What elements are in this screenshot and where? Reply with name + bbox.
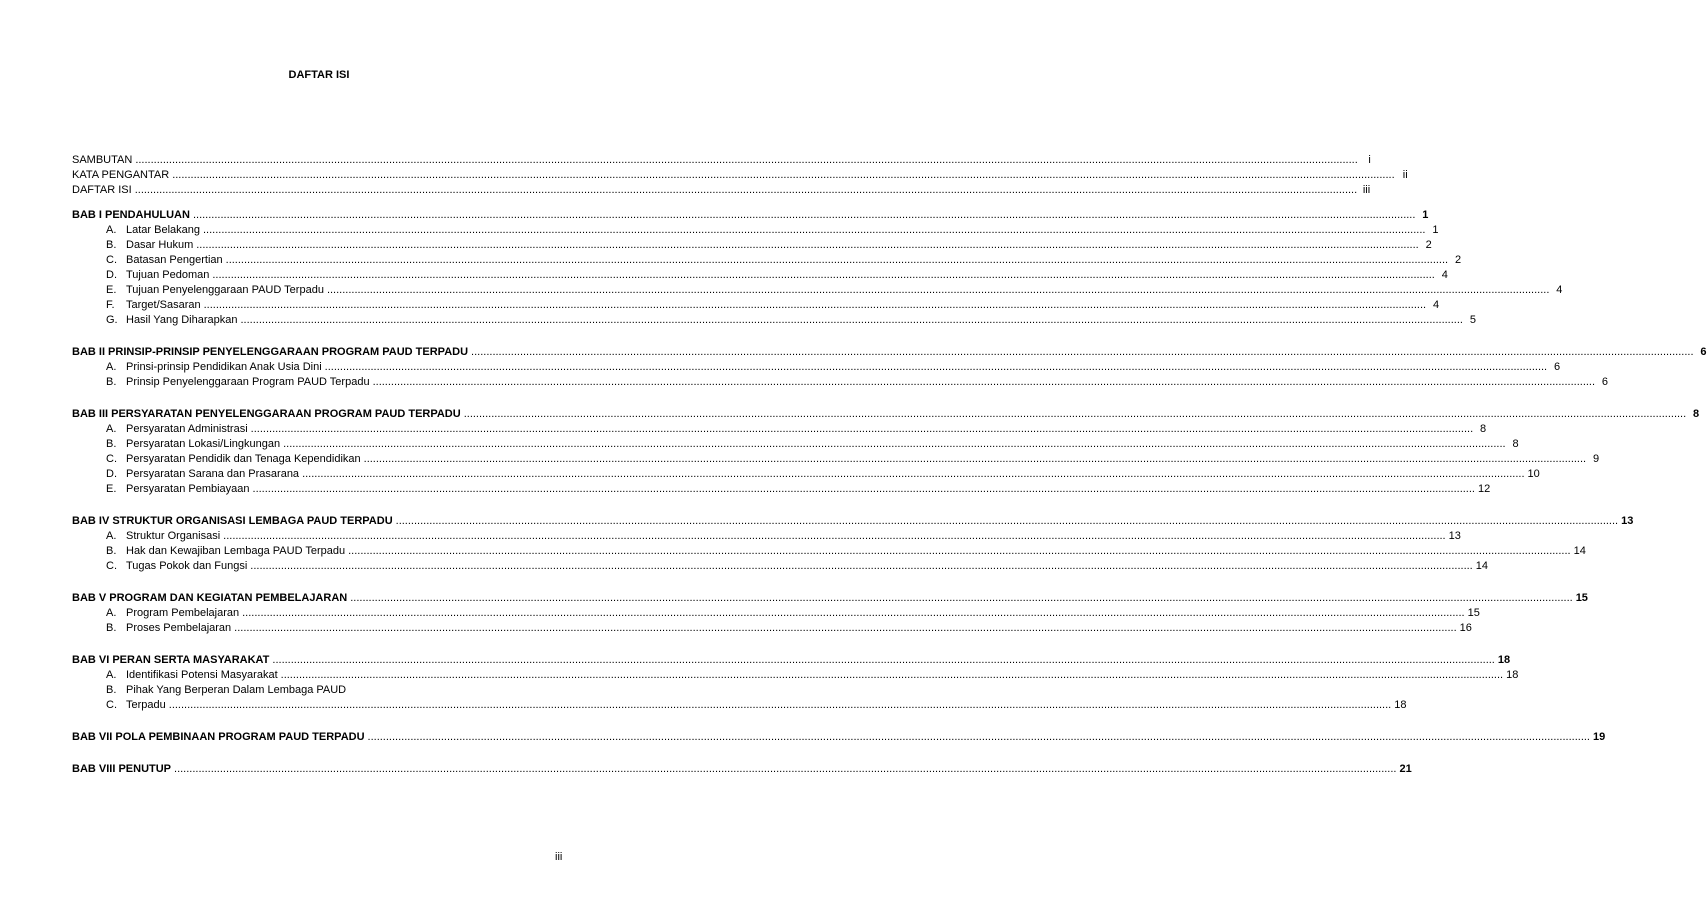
toc-entry-label: Struktur Organisasi	[126, 530, 221, 542]
toc-entry-label: Tujuan Pedoman	[126, 269, 210, 281]
toc-entry-page: 1	[1432, 224, 1439, 236]
toc-item-letter: A.	[106, 530, 117, 542]
page-number: iii	[555, 851, 563, 863]
dot-leader: ................................................................................................................................................................................................................................................................................................................................................................................................................	[223, 530, 1446, 542]
dot-leader: ................................................................................................................................................................................................................................................................................................................................................................................................................	[240, 314, 1463, 326]
toc-entry-label: BAB VI PERAN SERTA MASYARAKAT	[72, 654, 270, 666]
dot-leader: ................................................................................................................................................................................................................................................................................................................................................................................................................	[250, 560, 1473, 572]
toc-item-letter: A.	[106, 669, 117, 681]
toc-section-entry	[72, 268, 1448, 283]
toc-entry-page: 16	[1459, 622, 1472, 634]
dot-leader: ................................................................................................................................................................................................................................................................................................................................................................................................................	[363, 453, 1587, 465]
page-title: DAFTAR ISI	[288, 69, 350, 81]
dot-leader: ................................................................................................................................................................................................................................................................................................................................................................................................................	[196, 239, 1419, 251]
toc-section-entry	[72, 238, 1432, 253]
toc-entry-label: Tujuan Penyelenggaraan PAUD Terpadu	[126, 284, 324, 296]
toc-section-entry	[72, 683, 570, 698]
toc-item-letter: A.	[106, 224, 117, 236]
toc-item-letter: B.	[106, 622, 117, 634]
toc-entry-label: BAB I PENDAHULUAN	[72, 209, 190, 221]
toc-entry-page: 9	[1592, 453, 1600, 465]
toc-entry-page: 8	[1512, 438, 1519, 450]
toc-section-entry	[72, 375, 1609, 390]
toc-entry-label: Persyaratan Pembiayaan	[126, 483, 250, 495]
toc-section-entry	[72, 698, 1407, 713]
toc-entry-label: Identifikasi Potensi Masyarakat	[126, 669, 278, 681]
toc-entry-page: 1	[1422, 209, 1429, 221]
toc-chapter-heading	[72, 653, 1511, 668]
toc-entry-label: BAB VIII PENUTUP	[72, 763, 172, 775]
toc-section-entry	[72, 283, 1563, 298]
toc-section-entry	[72, 668, 1519, 683]
toc-section-entry	[72, 482, 1491, 497]
toc-entry-page: 10	[1527, 468, 1540, 480]
dot-leader: ................................................................................................................................................................................................................................................................................................................................................................................................................	[135, 154, 1358, 166]
toc-entry-label: Hak dan Kewajiban Lembaga PAUD Terpadu	[126, 545, 346, 557]
dot-leader: ................................................................................................................................................................................................................................................................................................................................................................................................................	[367, 731, 1590, 743]
toc-entry-page: 4	[1432, 299, 1440, 311]
toc-section-entry	[72, 606, 1480, 621]
toc-item-letter: B.	[106, 239, 117, 251]
toc-entry-label: Prinsip Penyelenggaraan Program PAUD Terpadu	[126, 376, 370, 388]
toc-entry-label: BAB VII POLA PEMBINAAN PROGRAM PAUD TERPADU	[72, 731, 365, 743]
toc-entry-page: 2	[1425, 239, 1432, 251]
toc-section-entry	[72, 223, 1439, 238]
toc-chapter-heading	[72, 762, 1412, 777]
toc-entry-page: 4	[1556, 284, 1563, 296]
dot-leader: ................................................................................................................................................................................................................................................................................................................................................................................................................	[203, 299, 1427, 311]
dot-leader: ................................................................................................................................................................................................................................................................................................................................................................................................................	[242, 607, 1465, 619]
toc-chapter-heading	[72, 591, 1588, 606]
toc-entry-page: 13	[1448, 530, 1461, 542]
toc-item-letter: C.	[106, 699, 117, 711]
dot-leader: ................................................................................................................................................................................................................................................................................................................................................................................................................	[168, 699, 1392, 711]
toc-entry-page: 18	[1394, 699, 1407, 711]
toc-entry-page: 14	[1573, 545, 1586, 557]
toc-entry-page: 12	[1477, 483, 1491, 495]
toc-entry-label: Latar Belakang	[126, 224, 200, 236]
toc-item-letter: A.	[106, 607, 117, 619]
toc-entry-label: Batasan Pengertian	[126, 254, 223, 266]
toc-entry-label: Pihak Yang Berperan Dalam Lembaga PAUD	[126, 684, 347, 696]
toc-entry-label: BAB II PRINSIP-PRINSIP PENYELENGGARAAN PROGRAM PAUD TERPADU	[72, 346, 469, 358]
toc-entry-page: 19	[1593, 731, 1606, 743]
toc-entry-label: Proses Pembelajaran	[126, 622, 232, 634]
toc-chapter-heading	[72, 407, 1700, 422]
dot-leader: ................................................................................................................................................................................................................................................................................................................................................................................................................	[225, 254, 1449, 266]
dot-leader: ................................................................................................................................................................................................................................................................................................................................................................................................................	[172, 169, 1395, 181]
toc-section-entry	[72, 313, 1476, 328]
toc-chapter-heading	[72, 730, 1606, 745]
toc-item-letter: E.	[106, 483, 117, 495]
toc-entry-label: Tugas Pokok dan Fungsi	[126, 560, 248, 572]
toc-entry-label: Hasil Yang Diharapkan	[126, 314, 238, 326]
toc-entry-page: ii	[1402, 169, 1408, 181]
toc-entry-label: SAMBUTAN	[72, 154, 133, 166]
toc-item-letter: E.	[106, 284, 117, 296]
toc-entry-page: 8	[1693, 408, 1700, 420]
toc-entry-page: 4	[1441, 269, 1448, 281]
toc-entry-page: 6	[1700, 346, 1707, 358]
toc-section-entry	[72, 253, 1462, 268]
toc-entry-label: Dasar Hukum	[126, 239, 194, 251]
toc-front-matter	[72, 153, 1408, 198]
toc-item-letter: G.	[106, 314, 118, 326]
toc-section-entry	[72, 544, 1586, 559]
toc-section-entry	[72, 298, 1440, 313]
dot-leader: ................................................................................................................................................................................................................................................................................................................................................................................................................	[192, 209, 1416, 221]
toc-chapter-heading	[72, 514, 1634, 529]
toc-entry-label: Persyaratan Lokasi/Lingkungan	[126, 438, 281, 450]
toc-item-letter: A.	[106, 361, 117, 373]
toc-entry-page: 14	[1475, 560, 1488, 572]
toc-entry-label: Persyaratan Sarana dan Prasarana	[126, 468, 300, 480]
toc-item-letter: C.	[106, 453, 117, 465]
toc-chapter-heading	[72, 345, 1707, 360]
toc-item-letter: C.	[106, 254, 117, 266]
toc-entry-page: 6	[1554, 361, 1561, 373]
toc-entry-page: 6	[1601, 376, 1609, 388]
toc-entry-page: 2	[1454, 254, 1462, 266]
toc-entry-page: 21	[1399, 763, 1412, 775]
dot-leader: ................................................................................................................................................................................................................................................................................................................................................................................................................	[350, 592, 1573, 604]
dot-leader: ................................................................................................................................................................................................................................................................................................................................................................................................................	[283, 438, 1506, 450]
dot-leader: ................................................................................................................................................................................................................................................................................................................................................................................................................	[234, 622, 1457, 634]
toc-item-letter: A.	[106, 423, 117, 435]
toc-entry-label: Persyaratan Administrasi	[126, 423, 248, 435]
toc-entry-label: BAB III PERSYARATAN PENYELENGGARAAN PROGRAM PAUD TERPADU	[72, 408, 461, 420]
toc-item-letter: D.	[106, 468, 117, 480]
dot-leader: ................................................................................................................................................................................................................................................................................................................................................................................................................	[326, 284, 1550, 296]
toc-chapters	[72, 208, 1707, 777]
toc-section-entry	[72, 621, 1472, 636]
toc-section-entry	[72, 422, 1487, 437]
toc-entry-page: 15	[1467, 607, 1480, 619]
toc-item-letter: B.	[106, 684, 117, 696]
toc-entry-page: i	[1368, 154, 1371, 166]
toc-entry-label: DAFTAR ISI	[72, 184, 132, 196]
toc-entry-label: Terpadu	[126, 699, 166, 711]
dot-leader: ................................................................................................................................................................................................................................................................................................................................................................................................................	[252, 483, 1475, 495]
dot-leader: ................................................................................................................................................................................................................................................................................................................................................................................................................	[280, 669, 1504, 681]
toc-entry-page: iii	[1362, 184, 1371, 196]
toc-front-matter-entry	[72, 183, 1371, 198]
dot-leader: ................................................................................................................................................................................................................................................................................................................................................................................................................	[134, 184, 1358, 196]
toc-entry-page: 8	[1480, 423, 1487, 435]
toc-entry-page: 15	[1575, 592, 1588, 604]
dot-leader: ................................................................................................................................................................................................................................................................................................................................................................................................................	[212, 269, 1435, 281]
toc-section-entry	[72, 452, 1600, 467]
toc-front-matter-entry	[72, 153, 1371, 168]
dot-leader: ................................................................................................................................................................................................................................................................................................................................................................................................................	[348, 545, 1571, 557]
toc-front-matter-entry	[72, 168, 1408, 183]
toc-entry-label: Program Pembelajaran	[126, 607, 240, 619]
dot-leader: ................................................................................................................................................................................................................................................................................................................................................................................................................	[372, 376, 1596, 388]
toc-entry-label: BAB V PROGRAM DAN KEGIATAN PEMBELAJARAN	[72, 592, 348, 604]
toc-item-letter: B.	[106, 545, 117, 557]
toc-chapter-heading	[72, 208, 1429, 223]
dot-leader: ................................................................................................................................................................................................................................................................................................................................................................................................................	[302, 468, 1525, 480]
toc-item-letter: B.	[106, 376, 117, 388]
toc-entry-label: KATA PENGANTAR	[72, 169, 170, 181]
toc-section-entry	[72, 437, 1519, 452]
toc-entry-label: BAB IV STRUKTUR ORGANISASI LEMBAGA PAUD TERPADU	[72, 515, 393, 527]
toc-section-entry	[72, 559, 1488, 574]
dot-leader: ................................................................................................................................................................................................................................................................................................................................................................................................................	[250, 423, 1474, 435]
toc-section-entry	[72, 467, 1540, 482]
dot-leader: ................................................................................................................................................................................................................................................................................................................................................................................................................	[174, 763, 1397, 775]
dot-leader: ................................................................................................................................................................................................................................................................................................................................................................................................................	[272, 654, 1495, 666]
toc-item-letter: C.	[106, 560, 117, 572]
dot-leader: ................................................................................................................................................................................................................................................................................................................................................................................................................	[395, 515, 1619, 527]
toc-item-letter: F.	[106, 299, 115, 311]
dot-leader: ................................................................................................................................................................................................................................................................................................................................................................................................................	[463, 408, 1687, 420]
toc-item-letter: B.	[106, 438, 117, 450]
toc-entry-label: Prinsi-prinsip Pendidikan Anak Usia Dini	[126, 361, 322, 373]
toc-section-entry	[72, 529, 1461, 544]
dot-leader: ................................................................................................................................................................................................................................................................................................................................................................................................................	[471, 346, 1694, 358]
toc-section-entry	[72, 360, 1561, 375]
toc-entry-page: 18	[1506, 669, 1519, 681]
dot-leader: ................................................................................................................................................................................................................................................................................................................................................................................................................	[203, 224, 1426, 236]
toc-entry-page: 5	[1469, 314, 1476, 326]
toc-item-letter: D.	[106, 269, 117, 281]
toc-entry-label: Target/Sasaran	[126, 299, 201, 311]
toc-entry-page: 18	[1497, 654, 1511, 666]
toc-entry-label: Persyaratan Pendidik dan Tenaga Kependidikan	[126, 453, 361, 465]
toc-entry-page: 13	[1621, 515, 1634, 527]
dot-leader: ................................................................................................................................................................................................................................................................................................................................................................................................................	[324, 361, 1548, 373]
